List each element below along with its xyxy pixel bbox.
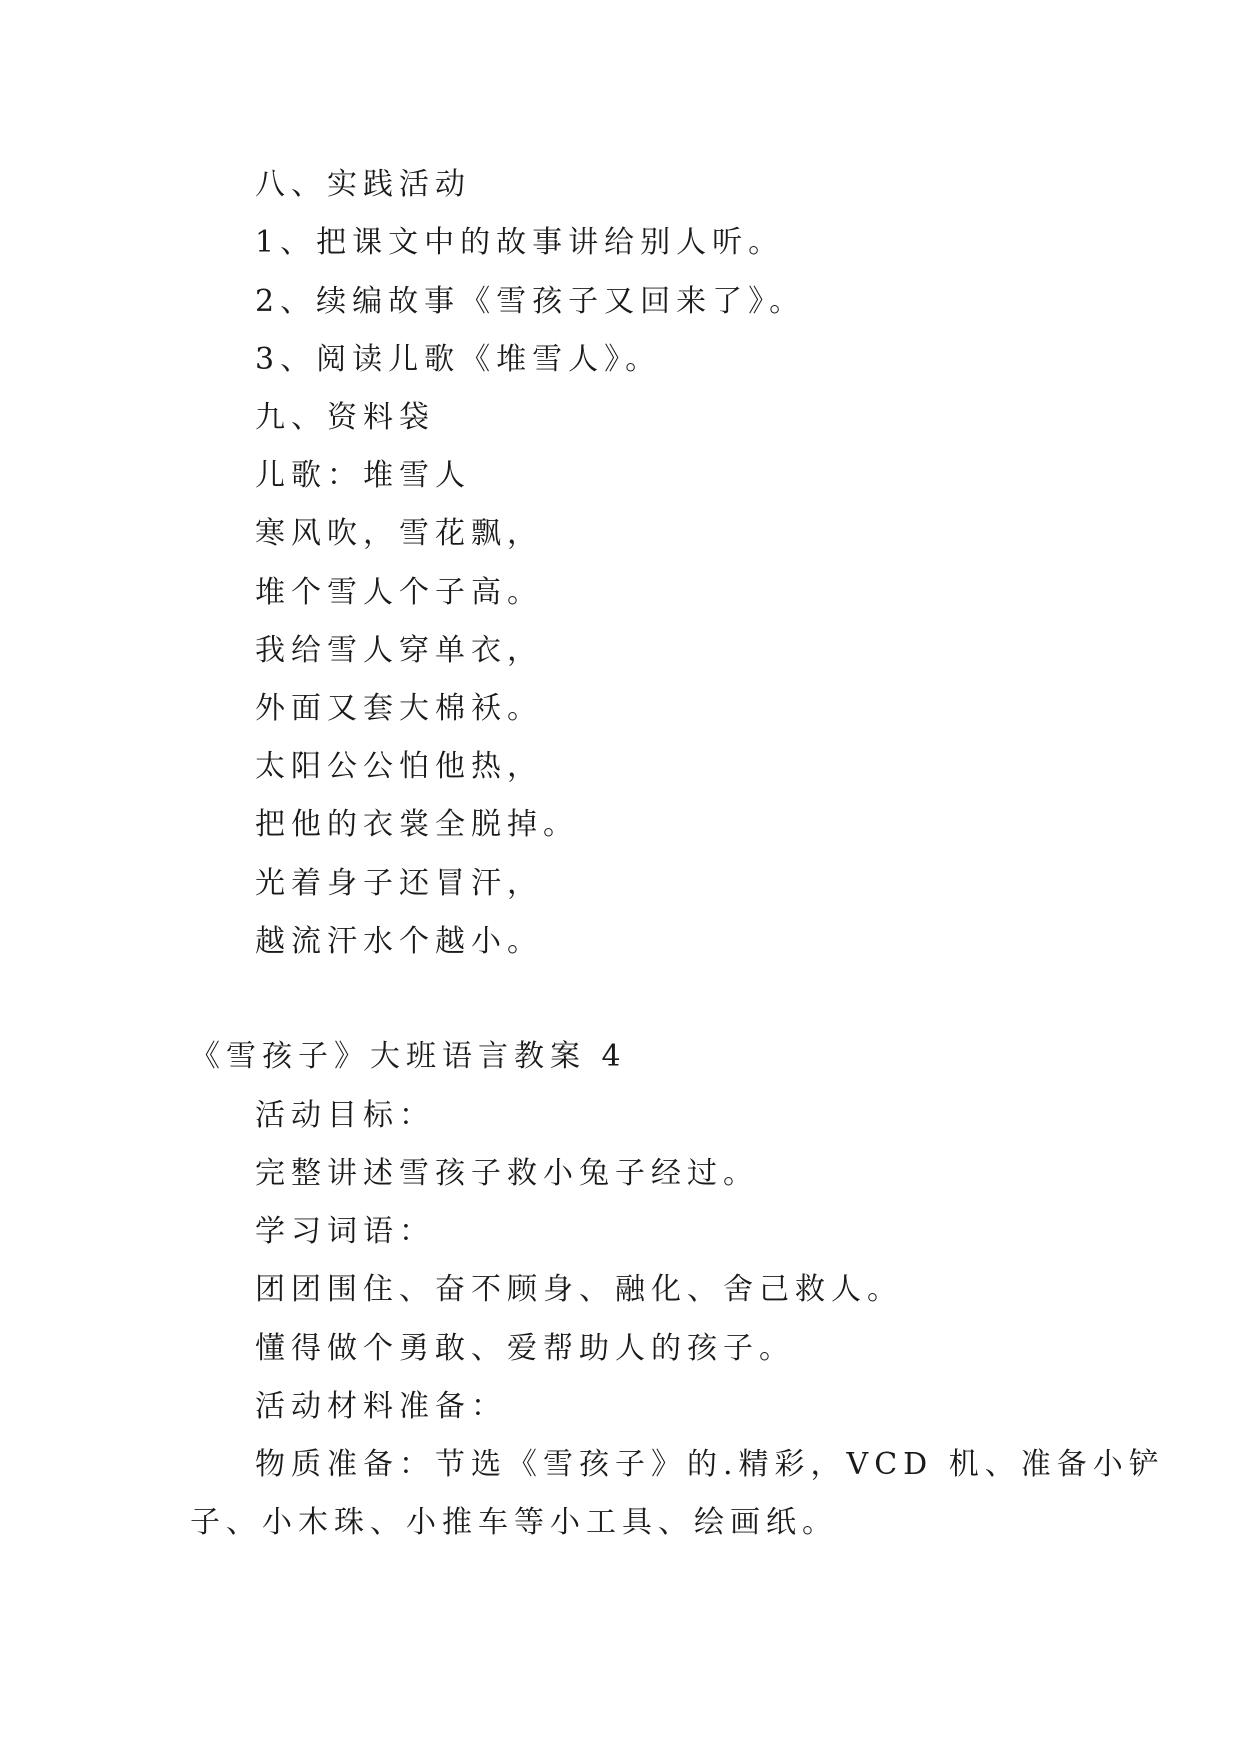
- practice-item-2: 2、续编故事《雪孩子又回来了》。: [255, 284, 806, 319]
- goal-brave: 懂得做个勇敢、爱帮助人的孩子。: [255, 1331, 795, 1366]
- practice-item-3: 3、阅读儿歌《堆雪人》。: [255, 342, 662, 377]
- goal-retell: 完整讲述雪孩子救小兔子经过。: [255, 1156, 759, 1191]
- poem-line: 堆个雪人个子高。: [255, 575, 543, 610]
- materials-line-1: 物质准备：节选《雪孩子》的.精彩，VCD 机、准备小铲: [255, 1447, 1165, 1482]
- poem-line: 太阳公公怕他热，: [255, 749, 543, 784]
- poem-title: 儿歌：堆雪人: [255, 458, 471, 493]
- poem-line: 寒风吹，雪花飘，: [255, 516, 543, 551]
- vocab-list: 团团围住、奋不顾身、融化、舍己救人。: [255, 1272, 903, 1307]
- poem-line: 把他的衣裳全脱掉。: [255, 807, 579, 842]
- poem-line: 光着身子还冒汗，: [255, 866, 543, 901]
- lesson-4-title: 《雪孩子》大班语言教案 4: [190, 1039, 627, 1074]
- practice-item-1: 1、把课文中的故事讲给别人听。: [255, 225, 785, 260]
- section-8-heading: 八、实践活动: [255, 167, 471, 202]
- materials-heading: 活动材料准备：: [255, 1389, 507, 1424]
- poem-line: 越流汗水个越小。: [255, 924, 543, 959]
- poem-line: 外面又套大棉袄。: [255, 691, 543, 726]
- poem-line: 我给雪人穿单衣，: [255, 633, 543, 668]
- materials-line-2: 子、小木珠、小推车等小工具、绘画纸。: [190, 1505, 838, 1540]
- goals-heading: 活动目标：: [255, 1098, 435, 1133]
- vocab-heading: 学习词语：: [255, 1214, 435, 1249]
- section-9-heading: 九、资料袋: [255, 400, 435, 435]
